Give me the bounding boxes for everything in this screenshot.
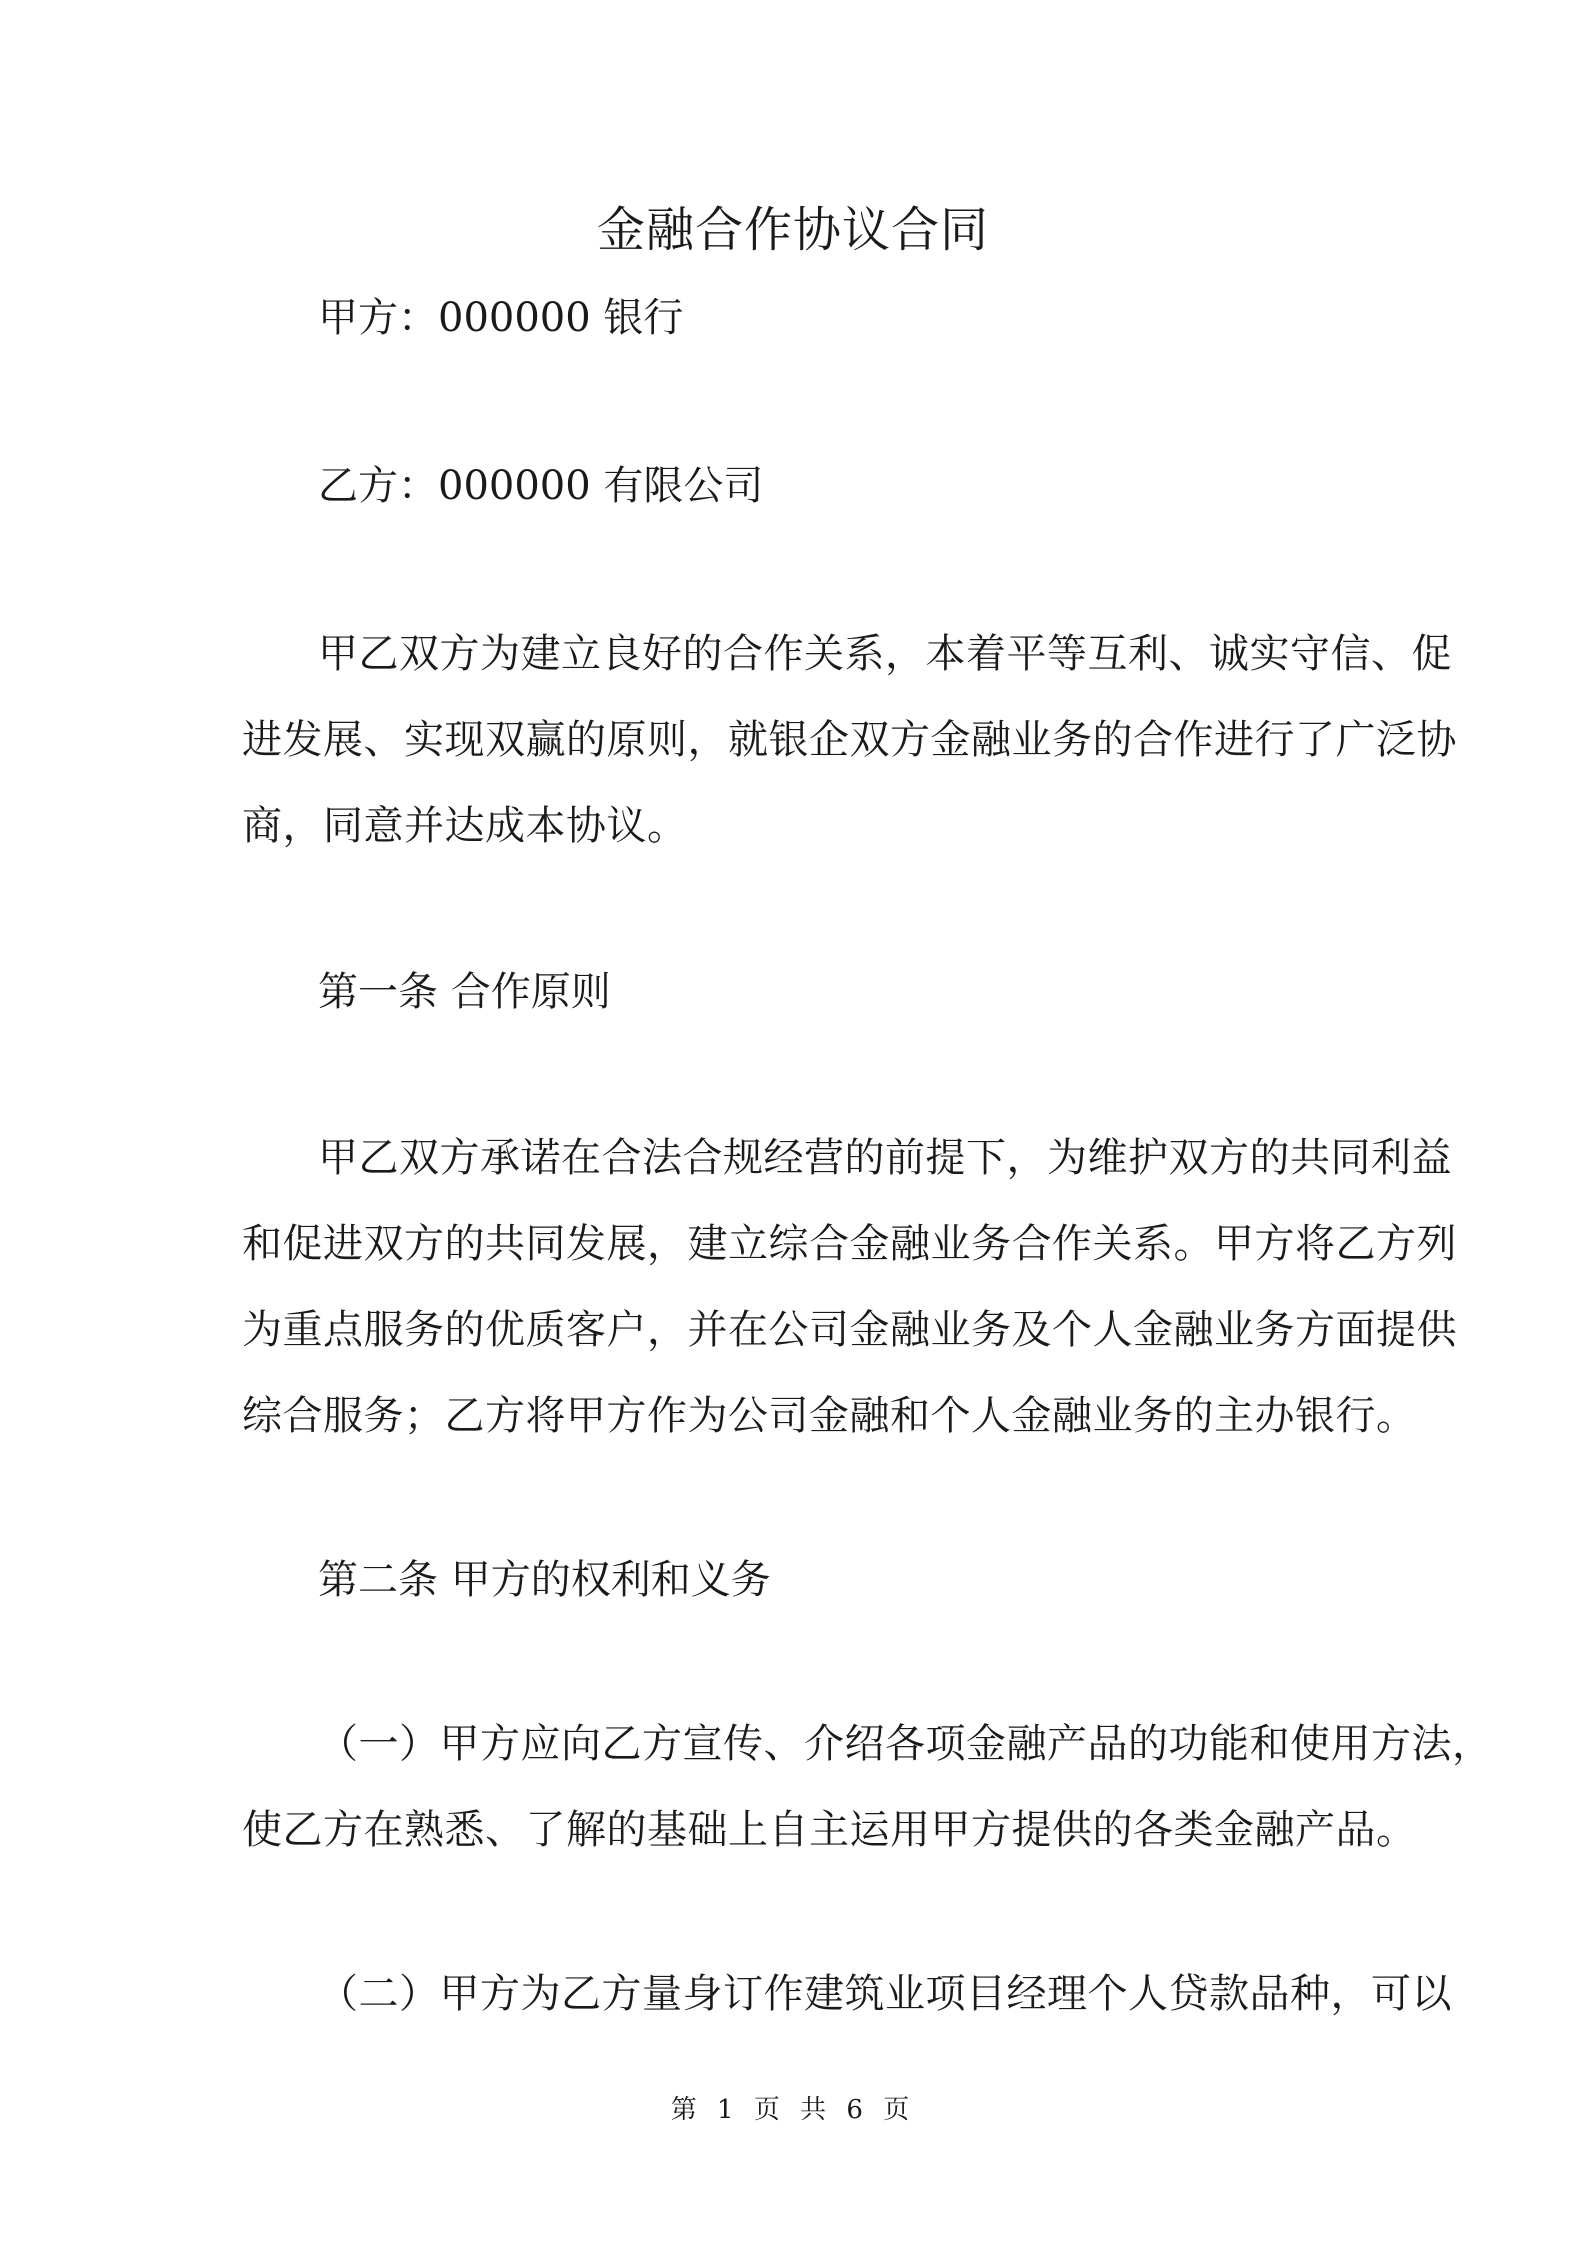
article1-heading: 第一条 合作原则: [318, 969, 611, 1015]
article1-line: 综合服务；乙方将甲方作为公司金融和个人金融业务的主办银行。: [242, 1393, 1417, 1439]
document-title: 金融合作协议合同: [596, 202, 989, 258]
intro-line: 商，同意并达成本协议。: [242, 803, 688, 849]
intro-line: 进发展、实现双赢的原则，就银企双方金融业务的合作进行了广泛协: [242, 717, 1457, 763]
item2-line: （二）甲方为乙方量身订作建筑业项目经理个人贷款品种，可以: [318, 1971, 1452, 2017]
party-b: 乙方：000000 有限公司: [318, 463, 764, 509]
article2-heading: 第二条 甲方的权利和义务: [318, 1557, 771, 1603]
page-number-footer: 第 1 页 共 6 页: [670, 2095, 916, 2125]
article1-line: 和促进双方的共同发展，建立综合金融业务合作关系。甲方将乙方列: [242, 1221, 1457, 1267]
article1-line: 为重点服务的优质客户，并在公司金融业务及个人金融业务方面提供: [242, 1307, 1457, 1353]
item1-line: （一）甲方应向乙方宣传、介绍各项金融产品的功能和使用方法，: [318, 1721, 1493, 1767]
article1-line: 甲乙双方承诺在合法合规经营的前提下，为维护双方的共同利益: [318, 1135, 1452, 1181]
item1-line: 使乙方在熟悉、了解的基础上自主运用甲方提供的各类金融产品。: [242, 1807, 1417, 1853]
party-a: 甲方：000000 银行: [318, 295, 684, 341]
intro-line: 甲乙双方为建立良好的合作关系，本着平等互利、诚实守信、促: [318, 631, 1452, 677]
